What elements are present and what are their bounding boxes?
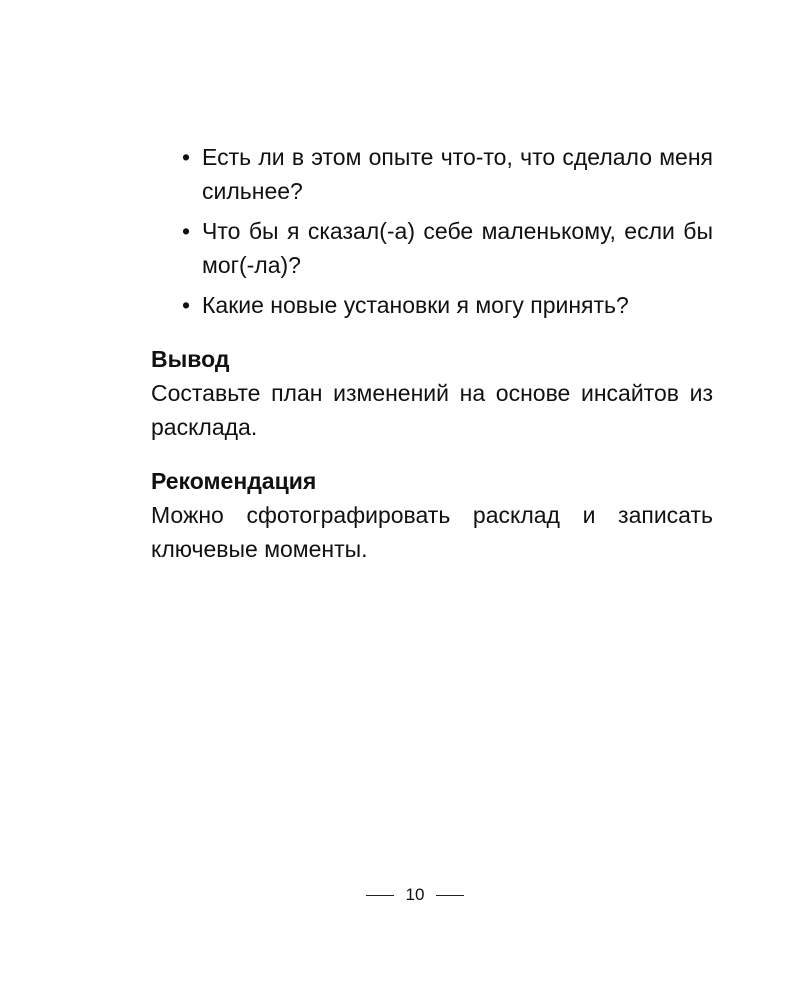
conclusion-body: Составьте план изменений на основе инсайтов из расклада. (151, 380, 713, 440)
list-item (151, 288, 713, 322)
list-item-text: Какие новые установки я могу принять? (202, 292, 629, 318)
recommendation-section (151, 464, 713, 566)
list-item-text: Есть ли в этом опыте что-то, что сделало меня сильнее? (202, 144, 713, 204)
page-number-right-dash (436, 895, 464, 896)
page-number-left-dash (366, 895, 394, 896)
list-item-text: Что бы я сказал(-а) себе маленькому, если бы мог(-ла)? (202, 218, 713, 278)
question-list (151, 140, 713, 322)
conclusion-heading: Вывод (151, 346, 230, 372)
conclusion-section (151, 342, 713, 444)
page-number-value: 10 (405, 885, 425, 904)
list-item (151, 214, 713, 282)
recommendation-body: Можно сфотографировать расклад и записать ключевые моменты. (151, 502, 713, 562)
bullet-icon: • (181, 292, 191, 318)
bullet-icon: • (181, 144, 191, 170)
bullet-icon: • (181, 218, 191, 244)
page-content (151, 140, 713, 580)
page-number (0, 882, 800, 908)
list-item (151, 140, 713, 208)
recommendation-heading: Рекомендация (151, 468, 317, 494)
